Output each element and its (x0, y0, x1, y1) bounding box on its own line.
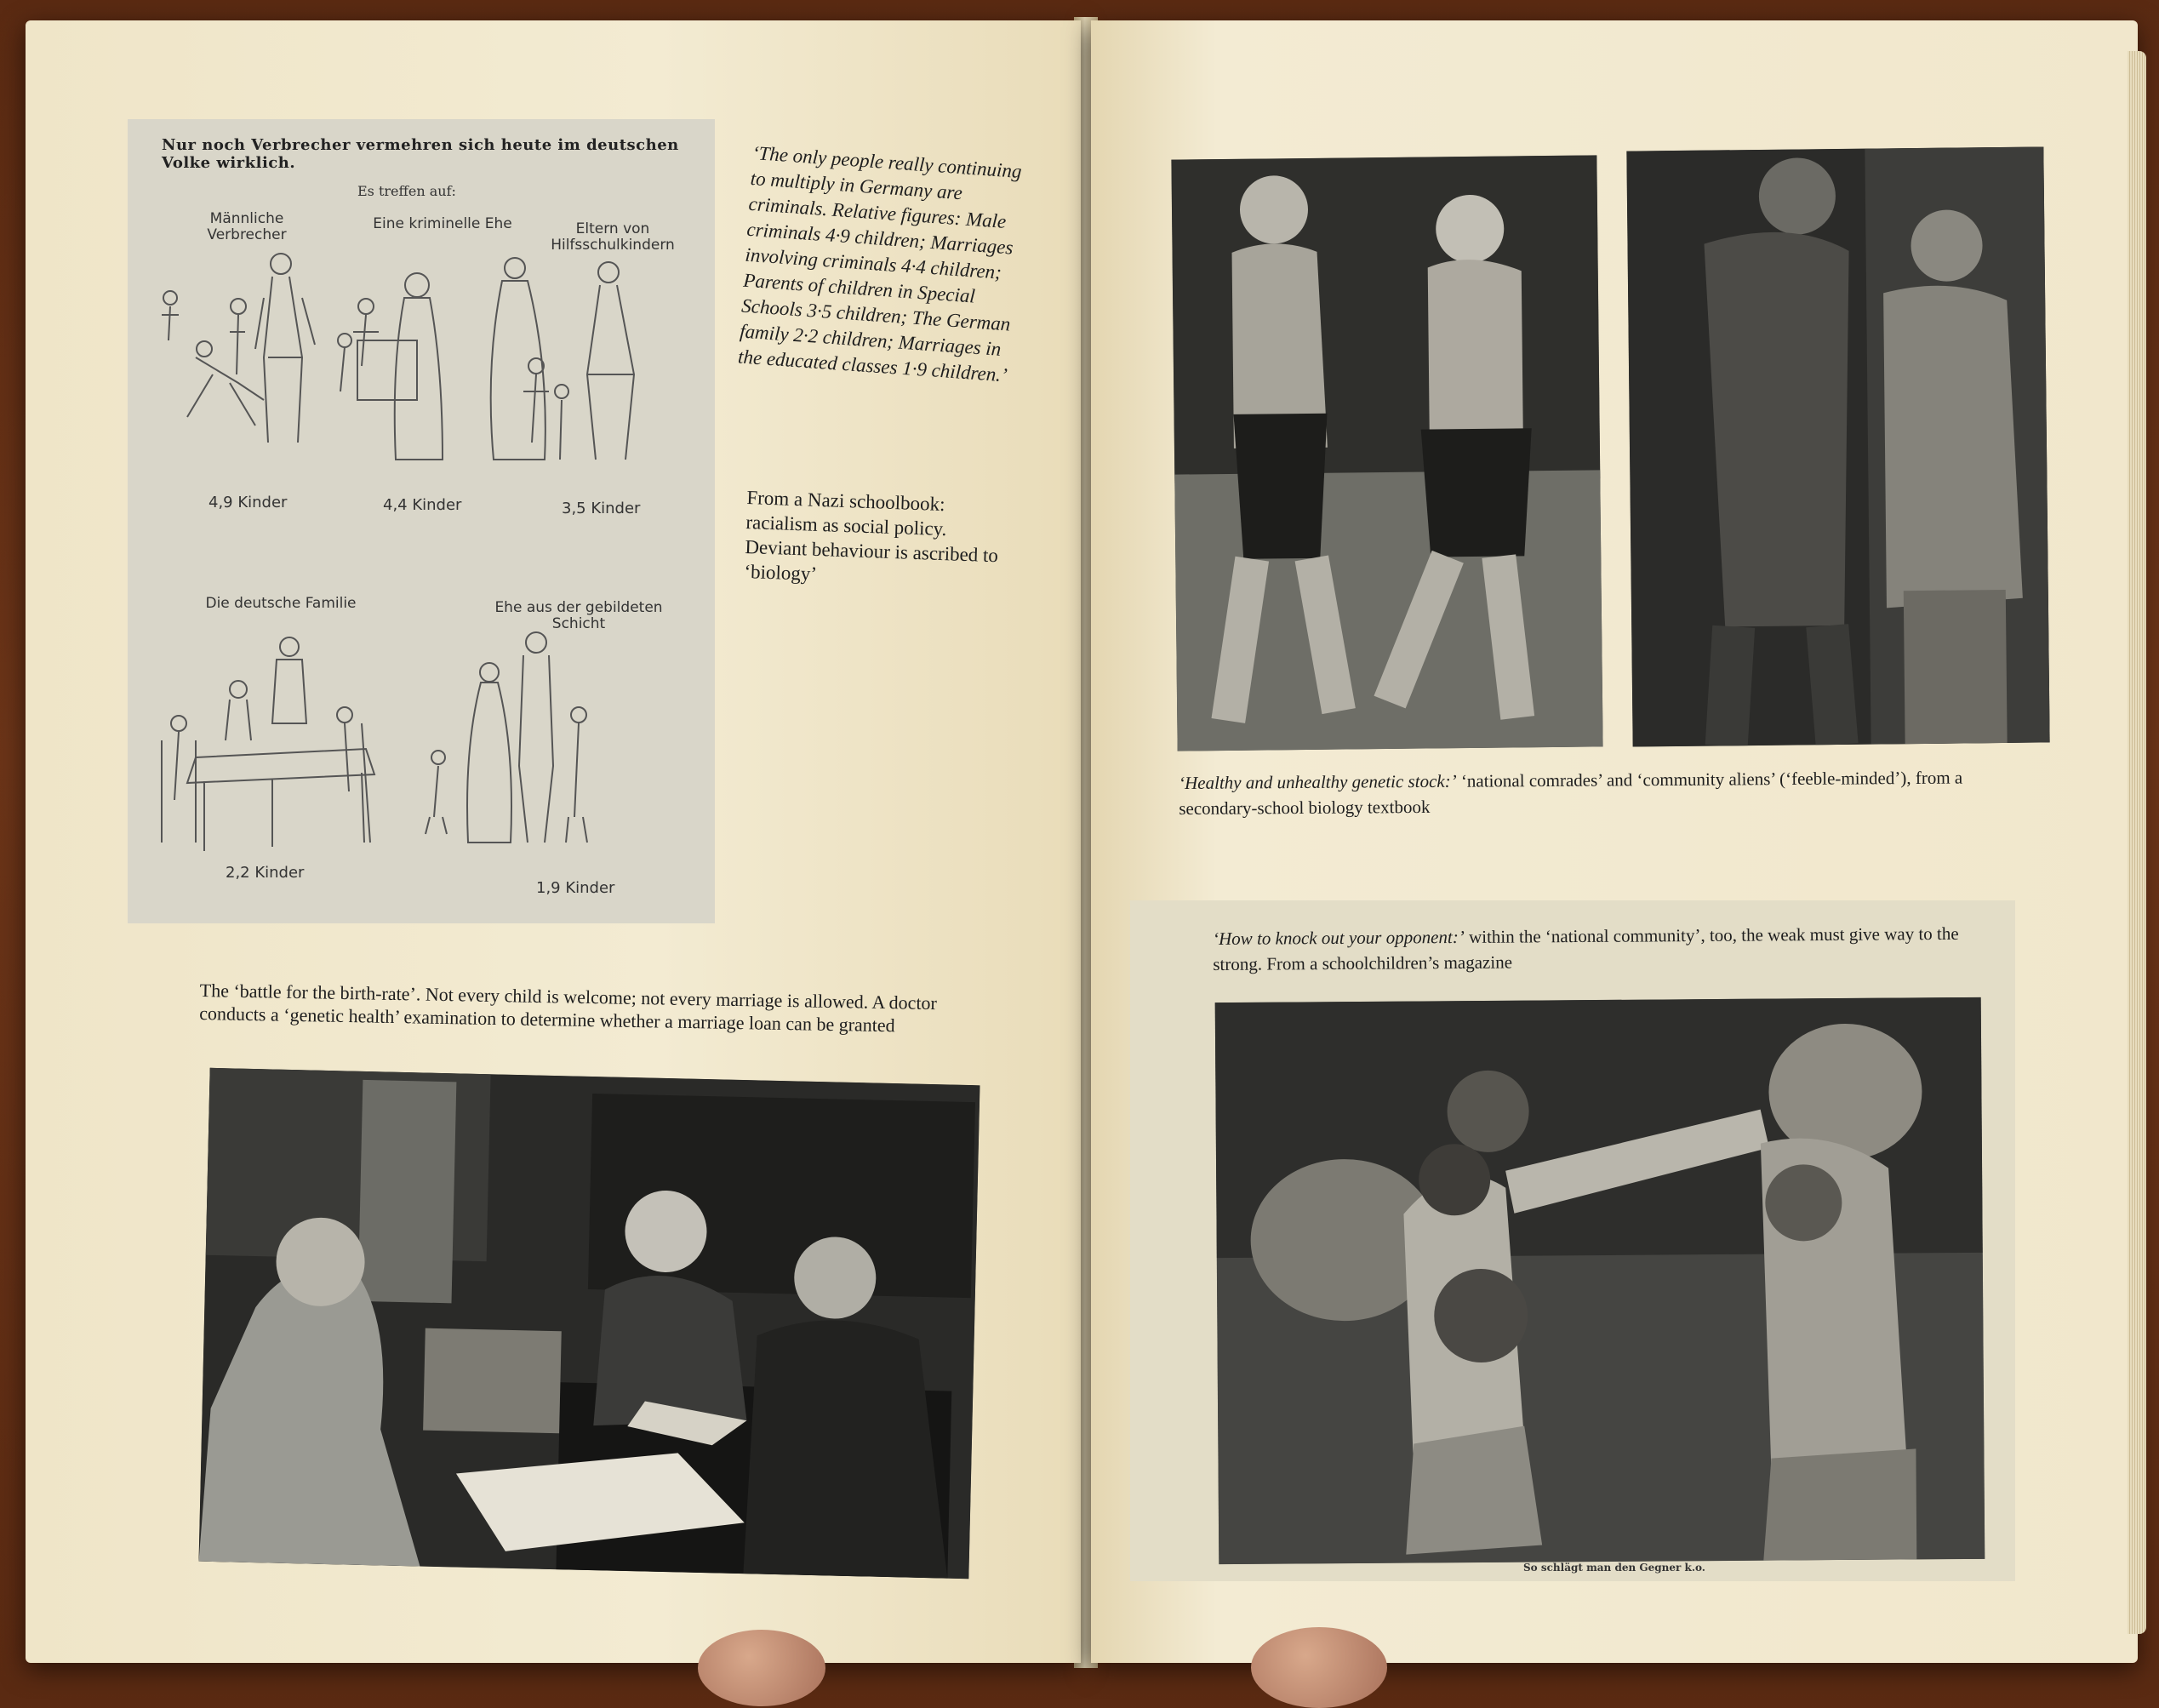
schoolbook-illustration (128, 119, 715, 923)
boxing-photo-caption: So schlägt man den Gegner k.o. (1523, 1562, 1705, 1574)
illustration-subheading: Es treffen auf: (357, 183, 456, 199)
knockout-caption (1213, 921, 1979, 977)
doctor-examination-photo (199, 1068, 980, 1579)
unhealthy-stock-photo (1626, 146, 2049, 746)
group-count: 2,2 Kinder (226, 864, 305, 882)
group-count: 4,9 Kinder (208, 494, 288, 511)
knockout-caption-italic: ‘How to knock out your opponent:’ (1213, 926, 1465, 949)
illustration-heading: Nur noch Verbrecher vermehren sich heute im deutschen Volke wirklich. (162, 136, 679, 172)
group-count: 1,9 Kinder (536, 879, 615, 897)
group-count: 4,4 Kinder (383, 496, 462, 514)
group-label: Eltern von Hilfsschulkindern (551, 220, 675, 254)
healthy-boys-photo (1171, 155, 1602, 751)
group-label: Die deutsche Familie (205, 595, 357, 612)
thumb-right (1251, 1627, 1387, 1708)
birth-rate-caption: The ‘battle for the birth-rate’. Not every child is welcome; not every marriage is allowed. A doctor conducts a ‘genetic health’ examination to determine whether a marriage loan can be granted (199, 979, 938, 1037)
group-label: Ehe aus der gebildeten Schicht (494, 599, 663, 632)
german-families-drawing (145, 630, 689, 860)
group-label: Eine kriminelle Ehe (373, 215, 512, 232)
genetic-stock-caption (1179, 764, 1996, 821)
group-count: 3,5 Kinder (562, 500, 641, 517)
knockout-caption-text: within the ‘national community’, too, the weak must give way to the strong. From a schoolchildren’s magazine (1213, 923, 1959, 974)
schoolbook-quote-caption: ‘The only people really continuing to multiply in Germany are criminals. Relative figures: Male criminals 4·9 children; Marriages involving criminals 4·4 children; Parents of children in Special Schools 3·5 children; The German family 2·2 children; Marriages in the educated classes 1·9 children.’ (737, 141, 1023, 386)
genetic-stock-caption-italic: ‘Healthy and unhealthy genetic stock:’ (1179, 770, 1457, 793)
page-edges (2128, 51, 2146, 1634)
group-label: Männliche Verbrecher (207, 210, 287, 243)
thumb-left (698, 1630, 825, 1706)
boxing-boys-photo (1215, 997, 1985, 1564)
criminal-families-drawing (136, 247, 698, 494)
genetic-stock-caption-text: ‘national comrades’ and ‘community aliens’ (‘feeble-minded’), from a secondary-school biology textbook (1179, 767, 1963, 819)
schoolbook-source-caption: From a Nazi schoolbook: racialism as social policy. Deviant behaviour is ascribed to ‘biology’ (744, 486, 999, 585)
